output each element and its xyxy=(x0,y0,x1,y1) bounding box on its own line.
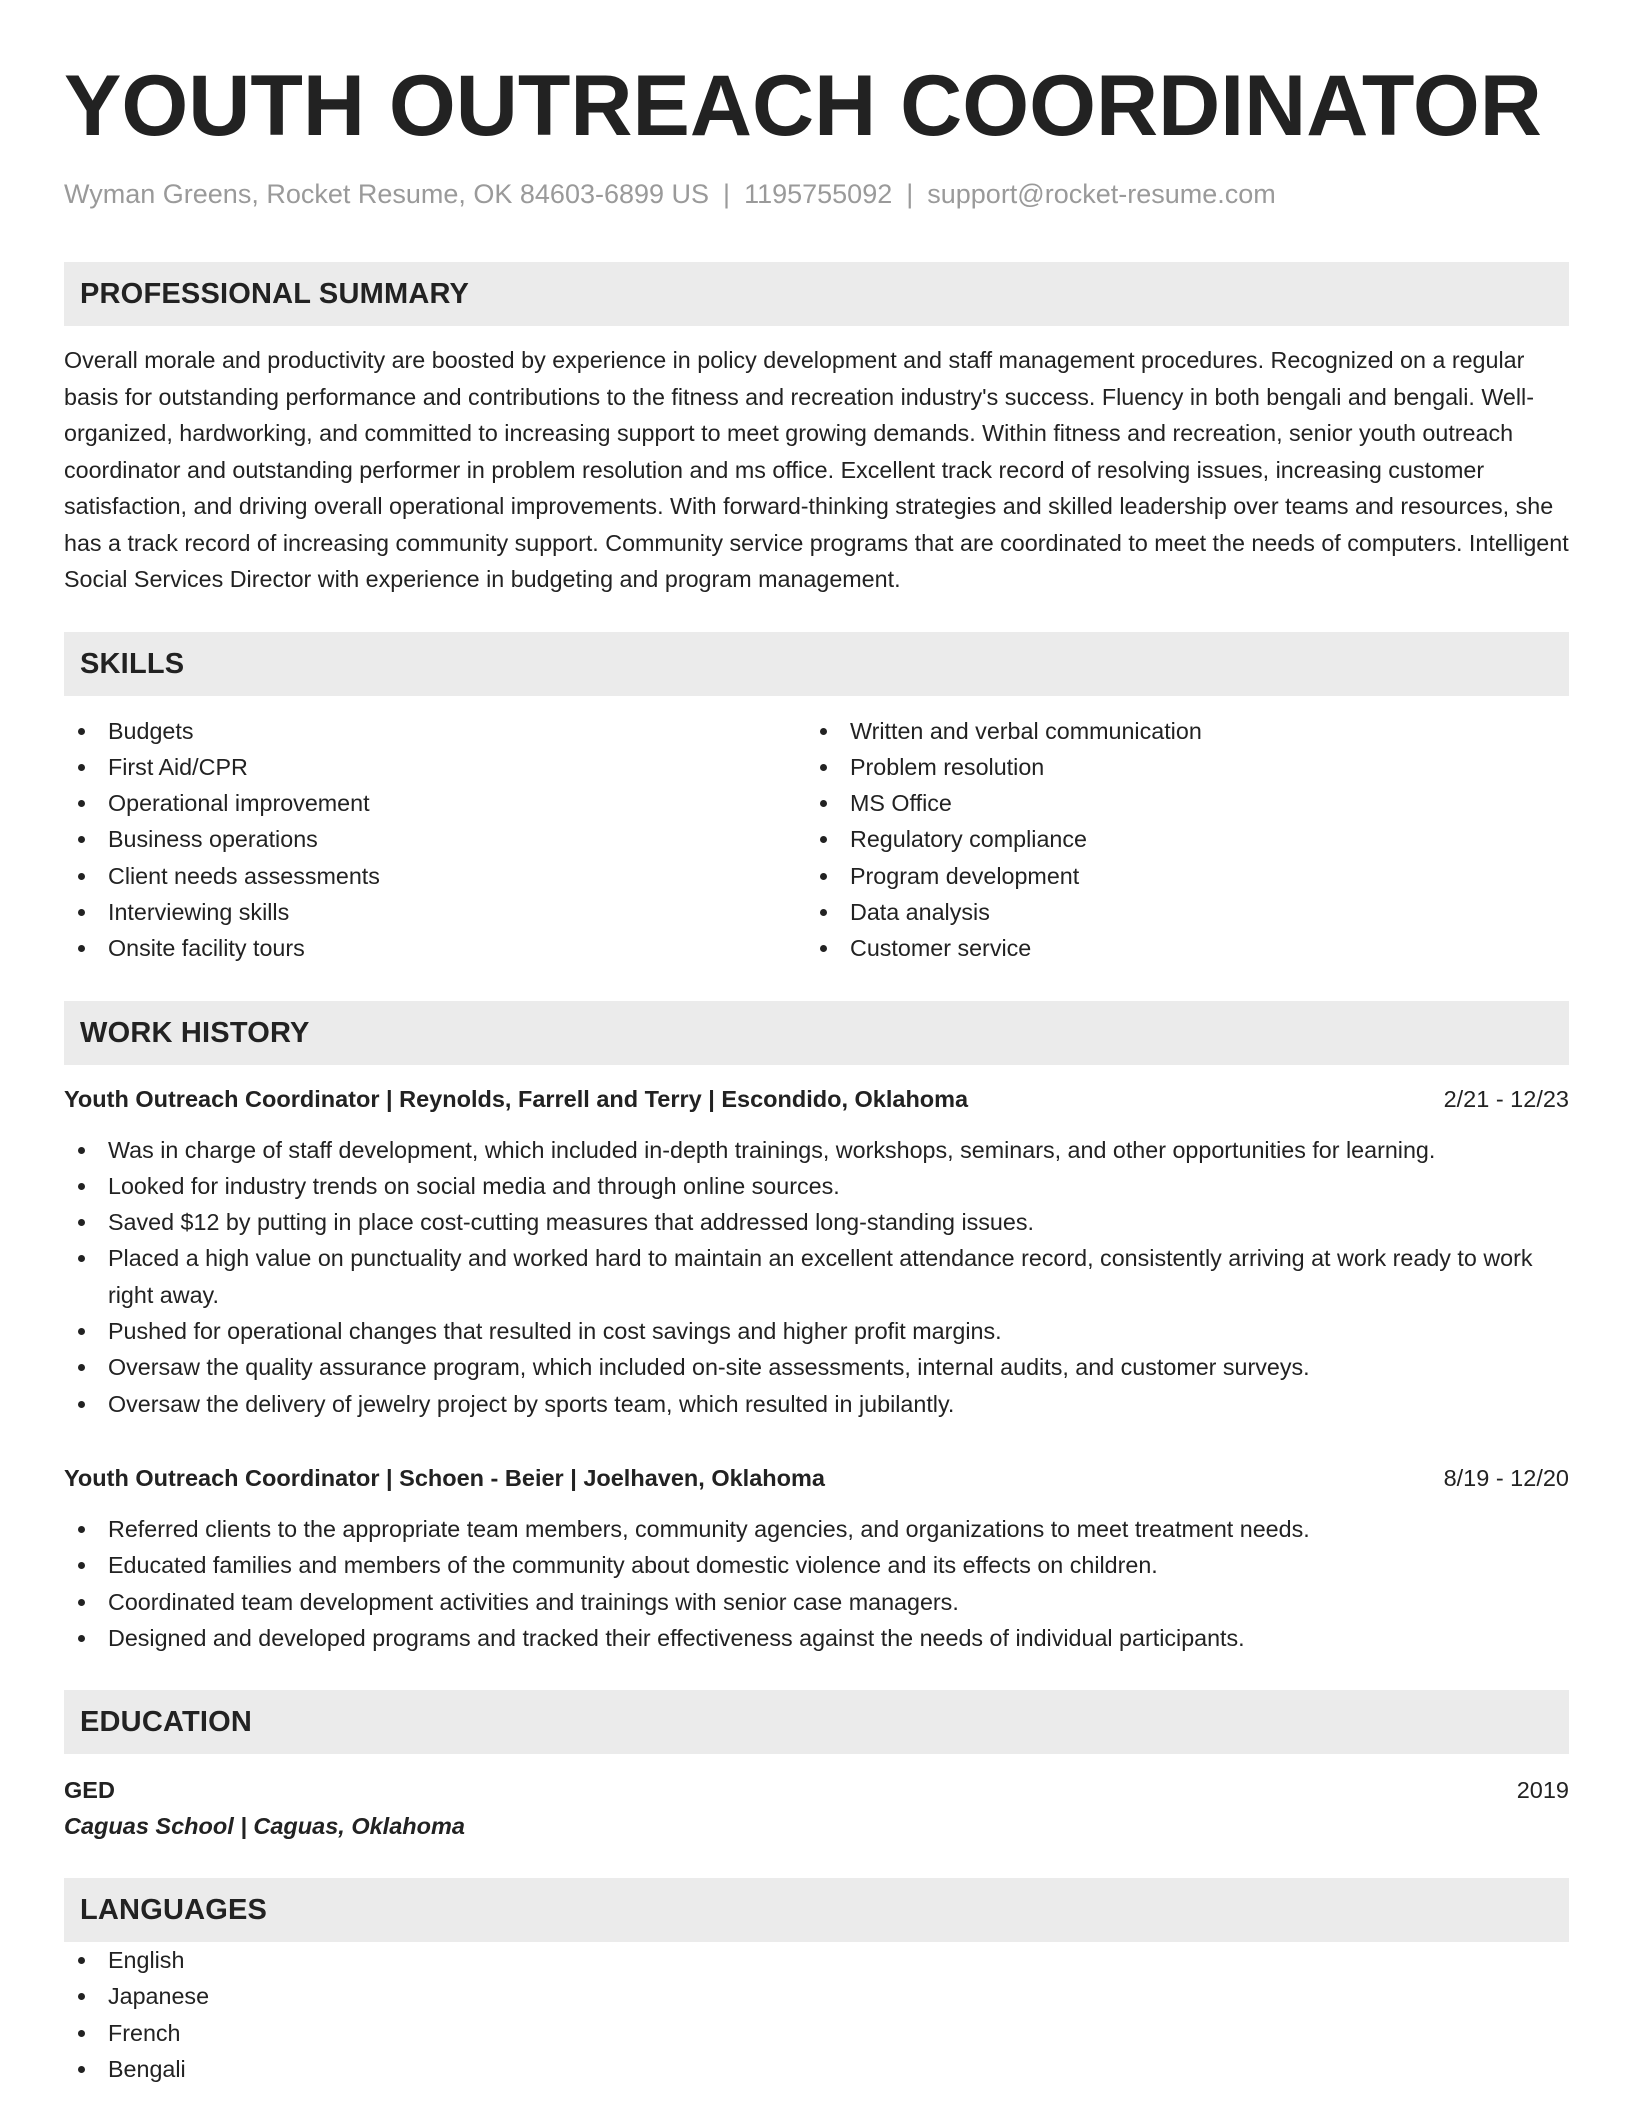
education-degree: GED xyxy=(64,1777,115,1804)
skill-item: Business operations xyxy=(64,821,806,857)
languages-list xyxy=(64,1942,1569,2087)
education-heading: EDUCATION xyxy=(64,1690,1569,1754)
resume-page xyxy=(64,0,1569,2087)
job-bullet: Coordinated team development activities and trainings with senior case managers. xyxy=(64,1584,1569,1620)
skill-item: Onsite facility tours xyxy=(64,930,806,966)
skills-heading: SKILLS xyxy=(64,632,1569,696)
education-header xyxy=(64,1772,1569,1808)
job-bullet: Designed and developed programs and tracked their effectiveness against the needs of individual participants. xyxy=(64,1620,1569,1656)
job-bullets xyxy=(64,1511,1569,1656)
education-school: Caguas School | Caguas, Oklahoma xyxy=(64,1813,465,1840)
job-title: Youth Outreach Coordinator | Schoen - Beier | Joelhaven, Oklahoma xyxy=(64,1464,825,1491)
education-entry xyxy=(64,1772,1569,1844)
skill-item: Data analysis xyxy=(806,894,1548,930)
skill-item: Customer service xyxy=(806,930,1548,966)
skills-column-left xyxy=(64,713,806,967)
job-bullet: Saved $12 by putting in place cost-cutting measures that addressed long-standing issues. xyxy=(64,1204,1569,1240)
job-bullet: Educated families and members of the community about domestic violence and its effects on children. xyxy=(64,1547,1569,1583)
skill-item: Regulatory compliance xyxy=(806,821,1548,857)
job-entry xyxy=(64,1462,1569,1656)
contact-address: Wyman Greens, Rocket Resume, OK 84603-6899 US xyxy=(64,179,710,209)
job-entry xyxy=(64,1083,1569,1422)
job-header xyxy=(64,1083,1569,1115)
skill-item: Budgets xyxy=(64,713,806,749)
skill-item: Interviewing skills xyxy=(64,894,806,930)
skill-item: MS Office xyxy=(806,785,1548,821)
job-bullet: Placed a high value on punctuality and worked hard to maintain an excellent attendance record, consistently arriving at work ready to work right away. xyxy=(64,1240,1569,1313)
contact-line xyxy=(64,178,1569,210)
language-item: French xyxy=(64,2015,1569,2051)
skills-list xyxy=(64,713,1569,967)
job-bullet: Looked for industry trends on social media and through online sources. xyxy=(64,1168,1569,1204)
language-item: English xyxy=(64,1942,1569,1978)
skill-item: Client needs assessments xyxy=(64,858,806,894)
skill-item: Problem resolution xyxy=(806,749,1548,785)
contact-separator: | xyxy=(906,179,914,209)
skill-item: First Aid/CPR xyxy=(64,749,806,785)
job-bullets xyxy=(64,1132,1569,1422)
job-bullet: Was in charge of staff development, which included in-depth trainings, workshops, seminars, and other opportunities for learning. xyxy=(64,1132,1569,1168)
contact-email: support@rocket-resume.com xyxy=(927,179,1276,209)
contact-separator: | xyxy=(723,179,731,209)
skills-column-right xyxy=(806,713,1548,967)
job-title: Youth Outreach Coordinator | Reynolds, Farrell and Terry | Escondido, Oklahoma xyxy=(64,1085,969,1112)
job-bullet: Pushed for operational changes that resulted in cost savings and higher profit margins. xyxy=(64,1313,1569,1349)
job-dates: 2/21 - 12/23 xyxy=(1443,1085,1569,1112)
job-bullet: Oversaw the quality assurance program, which included on-site assessments, internal audits, and customer surveys. xyxy=(64,1349,1569,1385)
job-header xyxy=(64,1462,1569,1494)
job-bullet: Referred clients to the appropriate team members, community agencies, and organizations to meet treatment needs. xyxy=(64,1511,1569,1547)
summary-text: Overall morale and productivity are boosted by experience in policy development and staff management procedures. Recognized on a regular basis for outstanding performance and contributions to the fitness and recreation industry's success. Fluency in both bengali and bengali. Well-organized, hardworking, and committed to increasing support to meet growing demands. Within fitness and recreation, senior youth outreach coordinator and outstanding performer in problem resolution and ms office. Excellent track record of resolving issues, increasing customer satisfaction, and driving overall operational improvements. With forward-thinking strategies and skilled leadership over teams and resources, she has a track record of increasing community support. Community service programs that are coordinated to meet the needs of computers. Intelligent Social Services Director with experience in budgeting and program management. xyxy=(64,347,1569,592)
job-bullet: Oversaw the delivery of jewelry project by sports team, which resulted in jubilantly. xyxy=(64,1386,1569,1422)
education-year: 2019 xyxy=(1516,1777,1569,1804)
skill-item: Operational improvement xyxy=(64,785,806,821)
skill-item: Program development xyxy=(806,858,1548,894)
languages-heading: LANGUAGES xyxy=(64,1878,1569,1942)
language-item: Japanese xyxy=(64,1978,1569,2014)
job-dates: 8/19 - 12/20 xyxy=(1443,1464,1569,1491)
summary-heading: PROFESSIONAL SUMMARY xyxy=(64,262,1569,326)
language-item: Bengali xyxy=(64,2051,1569,2087)
candidate-title: YOUTH OUTREACH COORDINATOR xyxy=(64,58,1542,154)
work-history-heading: WORK HISTORY xyxy=(64,1001,1569,1065)
contact-phone: 1195755092 xyxy=(744,179,893,209)
skill-item: Written and verbal communication xyxy=(806,713,1548,749)
